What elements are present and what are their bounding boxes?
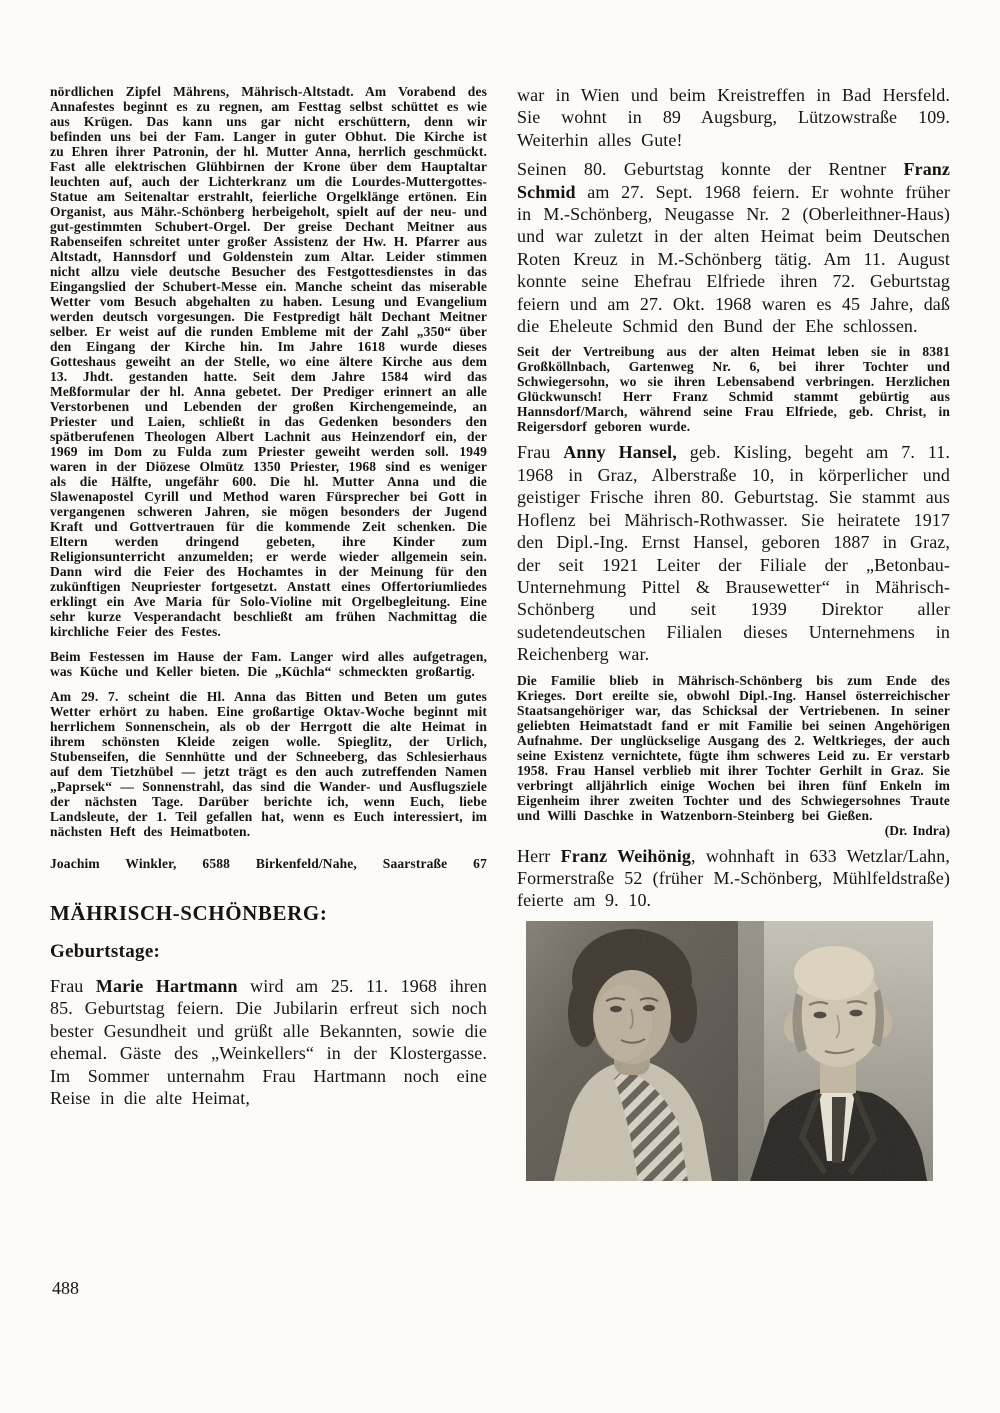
note-signature: (Dr. Indra) bbox=[884, 822, 950, 838]
paragraph-text: Herr bbox=[517, 845, 561, 866]
couple-portrait-photo bbox=[526, 921, 933, 1181]
person-name-hansel: Anny Hansel, bbox=[563, 442, 677, 463]
couple-portrait-photo-graphic bbox=[526, 921, 933, 1181]
author-byline: Joachim Winkler, 6588 Birkenfeld/Nahe, Saarstraße 67 bbox=[50, 856, 487, 871]
paragraph-text: , wohnhaft in 633 Wetzlar/Lahn, Formerstraße 52 (früher M.-Schönberg, Mühlfeldstraße) feierte am 9. 10. bbox=[517, 845, 950, 911]
paragraph-text: Frau bbox=[517, 442, 564, 463]
note-paragraph-schmid: Seit der Vertreibung aus der alten Heimat leben sie in 8381 Großköllnbach, Gartenweg Nr. 6, bei ihrer Tochter und Schwiegersohn, wo sie ihren Lebensabend verbringen. Herzlichen Glückwunsch! Herr Franz Schmid stammt gebürtig aus Hannsdorf/March, während seine Frau Elfriede, geb. Christ, in Reigersdorf geboren wurde. bbox=[517, 344, 950, 435]
paragraph-text: Seinen 80. Geburtstag konnte der Rentner bbox=[517, 159, 904, 180]
birthday-paragraph-schmid bbox=[517, 158, 950, 337]
person-name-weihoenig: Franz Weihönig bbox=[560, 845, 691, 866]
paragraph-text: wird am 25. 11. 1968 ihren 85. Geburtstag feiern. Die Jubilarin erfreut sich noch bester Gesundheit und grüßt alle Bekannten, sowie die ehemal. Gäste des „Weinkellers“ in der Klostergasse. Im Sommer unternahm Frau Hartmann noch eine Reise in die alte Heimat, bbox=[50, 976, 487, 1109]
birthday-paragraph-hartmann bbox=[50, 975, 487, 1109]
paragraph-text: Frau bbox=[50, 976, 96, 996]
birthday-paragraph-hansel bbox=[517, 441, 950, 665]
report-paragraph-festessen: Beim Festessen im Hause der Fam. Langer wird alles aufgetragen, was Küche und Keller bieten. Die „Küchla“ schmeckten großartig. bbox=[50, 649, 487, 679]
report-paragraph-continuation: nördlichen Zipfel Mährens, Mährisch-Altstadt. Am Vorabend des Annafestes beginnt es zu regnen, am Festtag selbst schüttet es wie aus Krügen. Das kann uns gar nicht erschüttern, denn wir befinden uns bei der Fam. Langer in guter Obhut. Die Kirche ist zu Ehren ihrer Patronin, der hl. Mutter Anna, herrlich geschmückt. Fast alle elektrischen Glühbirnen der Krone über dem Hauptaltar leuchten auf, auch der Lichterkranz um die Lourdes-Muttergottes-Statue am Seitenaltar erstrahlt, feierliche Orgelklänge ertönen. Ein Organist, aus Mähr.-Schönberg herbeigeholt, spielt auf der neu- und gut-gestimmten Schubert-Orgel. Der greise Dechant Meitner aus Rabenseifen schreitet unter großer Assistenz der Hw. H. Pfarrer aus Altstadt, Hannsdorf und Goldenstein zum Altar. Leider stimmen nicht allzu viele deutsche Besucher des Festgottesdienstes in das Eingangslied der Schubert-Messe ein. Manche scheint das miserable Wetter vom Besuch abgehalten zu haben. Lesung und Evangelium werden deutsch vorgesungen. Die Festpredigt hält Dechant Meitner selber. Er weist auf die runden Embleme mit der Zahl „350“ über den Eingang der Kirche hin. Im Jahre 1618 wurde dieses Gotteshaus geweiht an der Stelle, wo eine ältere Kirche aus dem 13. Jhdt. gestanden hatte. Seit dem Jahre 1584 wird das Meßformular der hl. Anna gebetet. Der Prediger erinnert an alle Verstorbenen und Lebenden der großen Kirchengemeinde, an Priester und Laien, schließt in das Gedenken besonders den spätberufenen Theologen Albert Lachnit aus Heinzendorf ein, der 1969 im Dom zu Fulda zum Priester geweiht werden soll. 1949 waren in der Diözese Olmütz 1350 Priester, 1968 sind es weniger als die Hälfte, ungefähr 600. Die hl. Mutter Anna und die Slawenapostel Cyrill und Method waren Fürsprecher bei Gott in vergangenen schweren Jahren, sie mögen besonders der Jugend Kraft und Gottvertrauen für die kommende Zeit schenken. Die Eltern werden dringend gebeten, ihre Kinder zum Religionsunterricht anzumelden; er werde wieder allgemein sein. Dann wird die Feier des Hochamtes in der Meinung für den zukünftigen Neupriester fortgesetzt. Anstatt eines Offertoriumliedes erklingt ein Ave Maria für Solo-Violine mit Orgelbegleitung. Eine sehr kurze Vesperandacht beschließt am frühen Nachmittag die kirchliche Feier des Festes. bbox=[50, 84, 487, 639]
paragraph-text: geb. Kisling, begeht am 7. 11. 1968 in Graz, Alberstraße 10, in körperlicher und geistiger Frische ihren 80. Geburtstag. Sie stammt aus Hoflenz bei Mährisch-Rothwasser. Sie heiratete 1917 den Dipl.-Ing. Ernst Hansel, geboren 1887 in Graz, der seit 1921 Leiter der Filiale der „Betonbau-Unternehmung Pittel & Brausewetter“ in Mährisch-Schönberg und seit 1939 Direktor aller sudetendeutschen Filialen dieses Unternehmens in Reichenberg war. bbox=[517, 442, 950, 665]
two-column-text-block bbox=[50, 84, 950, 1181]
photo-grain-overlay bbox=[526, 921, 933, 1181]
person-name-schmid: Franz Schmid bbox=[517, 159, 950, 202]
left-column bbox=[50, 84, 487, 1181]
person-name-hartmann: Marie Hartmann bbox=[95, 976, 238, 996]
section-heading-maehrisch-schoenberg: MÄHRISCH-SCHÖNBERG: bbox=[50, 901, 328, 925]
birthday-paragraph-weihoenig bbox=[517, 845, 950, 912]
paragraph-text: am 27. Sept. 1968 feiern. Er wohnte früher in M.-Schönberg, Neugasse Nr. 2 (Oberleithner-Haus) und war zuletzt in der alten Heimat beim Deutschen Roten Kreuz in M.-Schönberg tätig. Am 11. August konnte seine Ehefrau Elfriede ihren 72. Geburtstag feiern und am 27. Okt. 1968 waren es 45 Jahre, daß die Eheleute Schmid den Bund der Ehe schlossen. bbox=[517, 181, 950, 337]
subsection-heading-geburtstage: Geburtstage: bbox=[50, 941, 161, 962]
page-number: 488 bbox=[52, 1278, 79, 1298]
report-paragraph-oktavwoche: Am 29. 7. scheint die Hl. Anna das Bitten und Beten um gutes Wetter erhört zu haben. Eine großartige Oktav-Woche beginnt mit herrlichem Sonnenschein, als ob der Herrgott die alte Heimat in ihrem schönsten Kleide zeigen wolle. Spieglitz, der Urlich, Stubenseifen, die Sennhütte und der Schneeberg, das Schlesierhaus auf dem Tietzhübel — jetzt trägt es den auch zutreffenden Namen „Paprsek“ — Sonnenstrahl, das sind die Wander- und Ausflugsziele der nächsten Tage. Darüber berichte ich, wenn Euch, liebe Landsleute, der 1. Teil gefallen hat, wenn es Euch interessiert, im nächsten Heft des Heimatboten. bbox=[50, 689, 487, 839]
right-column bbox=[517, 84, 950, 1181]
birthday-paragraph-hartmann-continuation: war in Wien und beim Kreistreffen in Bad Hersfeld. Sie wohnt in 89 Augsburg, Lützowstraße 109. Weiterhin alles Gute! bbox=[517, 85, 950, 150]
note-paragraph-hansel: Die Familie blieb in Mährisch-Schönberg bis zum Ende des Krieges. Dort ereilte sie, obwohl Dipl.-Ing. Hansel österreichischer Staatsangehöriger war, das Schicksal der Vertriebenen. In seiner geliebten Heimatstadt fand er mit Familie bei seinen Angehörigen Aufnahme. Der unglückselige Ausgang des 2. Weltkrieges, der auch seine Existenz vernichtete, fügte ihm schweres Leid zu. Er verstarb 1958. Frau Hansel verblieb mit ihrer Tochter Gerhilt in Graz. Sie verbringt alljährlich einige Wochen bei ihren fünf Enkeln im Eigenheim ihrer zweiten Tochter und des Schwiegersohnes Traute und Willi Daschke in Watzenborn-Steinberg bei Gießen. bbox=[517, 672, 950, 823]
